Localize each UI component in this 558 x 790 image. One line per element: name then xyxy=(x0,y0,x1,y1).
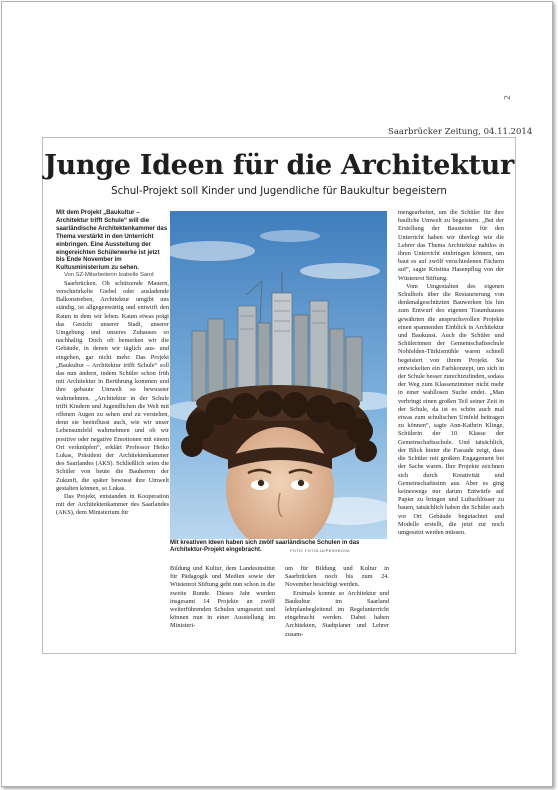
photo-caption: Mit kreativen Ideen haben sich zwölf saarländische Schulen in das Architektur-Projekt eingebracht. xyxy=(170,540,360,554)
article-lead: Mit dem Projekt „Baukultur – Architektur trifft Schule“ will die saarländische Architektenkammer das Thema verstärkt in den Unterricht einbringen. Eine Ausstellung der eingereichten Schülerwerke ist jetzt bis Ende November im Kultusministerium zu sehen. xyxy=(56,209,168,272)
article-paragraph: Vom Umgestalten des eigenen Schulhofs über die Restaurierung von denkmalgeschützten Bauwerken bis hin zum Entwurf des eigenen Traumhauses gewährten die anspruchsvollen Projekte einen spannenden Einblick in Architektur und Baukunst. Auch die Schüler und Schülerinnen der Gemeinschaftsschule Nohfelden-Türkismühle waren schnell begeistert von ihrem Projekt. Sie entwickelten ein Farbkonzept, um sich in der Schule besser zurechtzufinden, sodass der Weg zum Klassenzimmer nicht mehr in einer wahllosen Suche endet. „Man verbringt einen großen Teil seiner Zeit in der Schule, da ist es schön auch mal etwas zum schulischen Umfeld beitragen zu können“, sagte Ann-Kathrin Klinge, Schülerin der 10. Klasse der Gemeinschaftsschule. Und tatsächlich, der Blick hinter die Fassade zeigt, dass die Schüler mit großem Engagement bei der Sache waren. Ihre Projekte zeichnen sich durch Kreativität und Gemeinschaftssinn aus. Aber es ging keineswegs nur darum Entwürfe auf Papier zu bringen und Luftschlösser zu bauen, tatsächlich haben die Schüler auch vor Ort Gebäude begutachtet und Modelle erstellt, die jetzt zur noch umgesetzt werden müssen. xyxy=(398,282,504,536)
article-column-4 xyxy=(398,209,504,537)
page-number: 2 xyxy=(503,94,513,101)
subheadline: Schul-Projekt soll Kinder und Jugendliche für Baukultur begeistern xyxy=(111,186,447,197)
article-paragraph: mengearbeitet, um die Schüler für ihre bauliche Umwelt zu begeistern. „Bei der Erstellung der Bausteine für den Unterricht haben wir überlegt wie die Lehrer das Thema Architektur nahtlos in ihren Unterricht einbringen können, um baut es auf zwölf verschiedenen Fächern auf“, sagte Kristina Hasenpflug von der Wüstenrot Stiftung. xyxy=(398,209,504,282)
article-paragraph: um für Bildung und Kultur in Saarbrücken noch bis zum 24. November besichtigt werden. xyxy=(285,565,389,589)
article-paragraph: Erstmals konnte so Architektur und Baukultur im Saarland lehrplanbegleitend im Regelunterricht eingebracht werden. Dabei haben Architekten, Stadtplaner und Lehrer zusam- xyxy=(285,589,389,638)
source-line: Saarbrücker Zeitung, 04.11.2014 xyxy=(388,127,533,137)
article-photo xyxy=(170,211,387,539)
article-column-3 xyxy=(285,565,389,639)
boy-with-city-hair-illustration xyxy=(170,211,387,539)
article-paragraph: Das Projekt, entstanden in Kooperation mit der Architektenkammer des Saarlandes (AKS), dem Ministerium für xyxy=(56,493,169,517)
article-paragraph: Saarbrücken. Ob schützende Mauern, verschnörkelte Giebel oder ausladende Balkonstreben, Architektur umgibt uns ständig, ist allgegenwärtig und entwirft den Raum in dem wir leben. Kaum etwas prägt das Gesicht unserer Stadt, unserer Umgebung und unseres Zuhauses so nachhaltig. Doch oft bemerken wir die Gebäude, in denen wir täglich aus- und eingehen, gar nicht mehr. Das Projekt „Baukultur – Architektur trifft Schule“ soll das nun ändern, indem Schüler schon früh mit Architektur in Berührung kommen und ihre gebaute Umwelt so bewusster wahrnehmen. „Architektur in der Schule trifft Kindern und Jugendlichen die Welt mit offenen Augen zu sehen und zu verstehen, denn sie beeinflusst auch, wie wir unser Lebensumfeld wahrnehmen und ob wir positive oder negative Emotionen mit einem Ort verknüpfen“, erklärt Professor Heiko Lukas, Präsident der Architektenkammer des Saarlandes (AKS). Schließlich seien die Schüler von heute die Bauherren der Zukunft, die später bewusst ihre Umwelt gestalten können, so Lukas. xyxy=(56,279,169,492)
article-column-2 xyxy=(170,565,275,631)
article-paragraph: Bildung und Kultur, dem Landesinstitut für Pädagogik und Medien sowie der Wüstenrot Stiftung geht nun schon in die zweite Runde. Dieses Jahr wurden insgesamt 14 Projekte an zwölf weiterführenden Schulen umgesetzt und können nun in einer Ausstellung im Ministeri- xyxy=(170,565,275,630)
photo-credit: FOTO: FOTOLIA/PESHKOVA xyxy=(290,548,350,553)
article-column-1 xyxy=(56,209,169,518)
headline: Junge Ideen für die Architektur xyxy=(44,150,514,181)
newspaper-clipping xyxy=(42,137,516,654)
byline: Von SZ-Mitarbeiterin Isabelle Sand xyxy=(64,272,154,279)
